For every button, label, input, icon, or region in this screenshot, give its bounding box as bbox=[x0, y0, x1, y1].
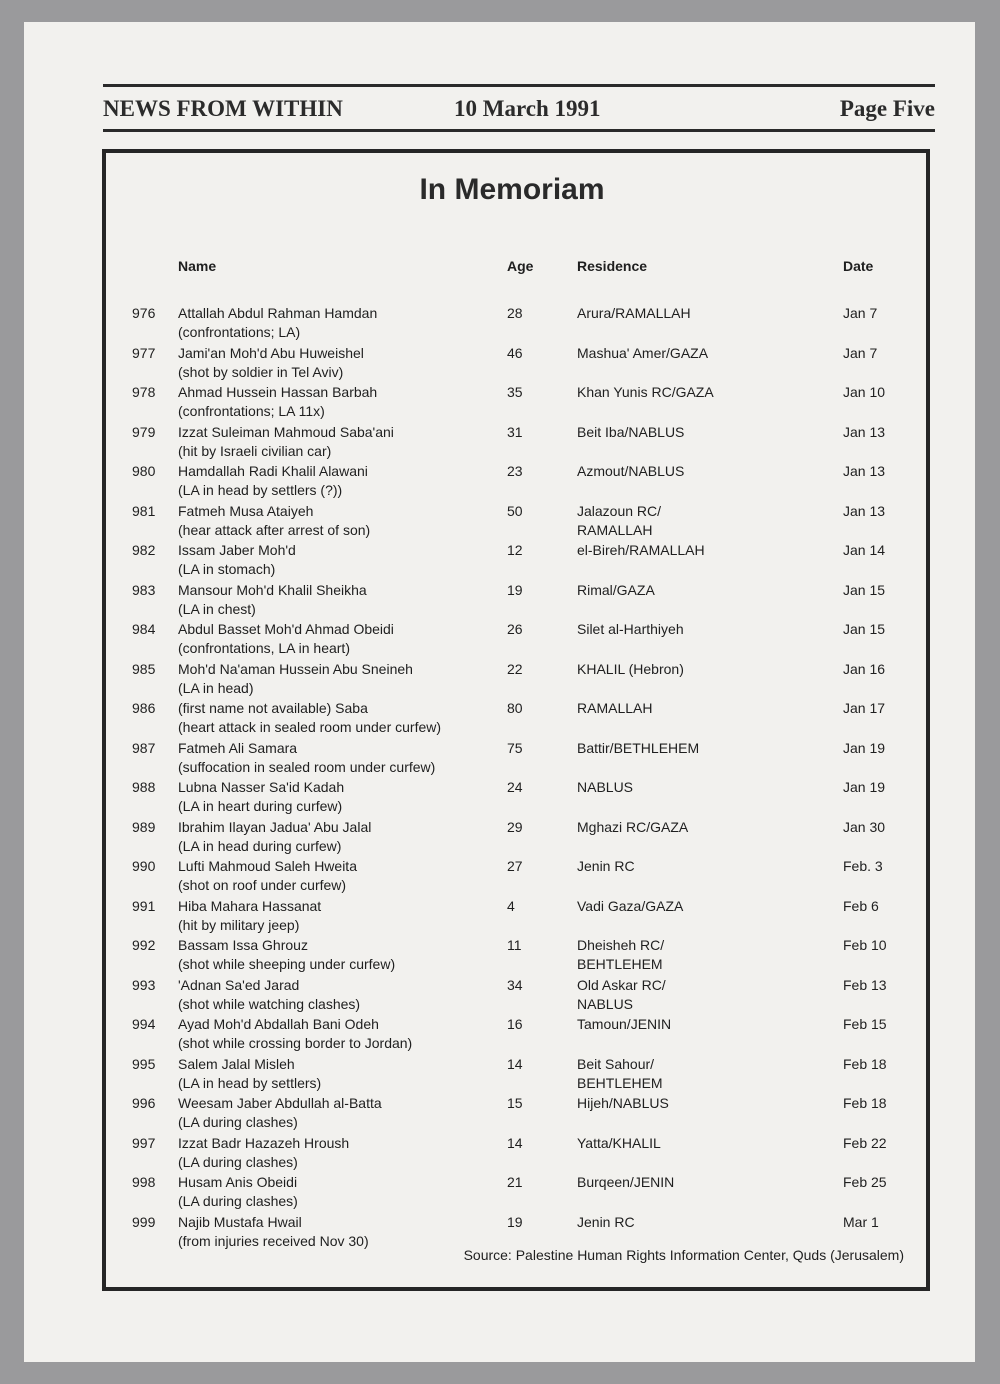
column-header-age: Age bbox=[507, 258, 534, 274]
death-date: Jan 13 bbox=[843, 463, 886, 479]
victim-name: Najib Mustafa Hwail bbox=[178, 1213, 302, 1230]
victim-name: Issam Jaber Moh'd bbox=[178, 542, 296, 558]
residence: Jalazoun RC/ bbox=[577, 502, 662, 519]
victim-age: 35 bbox=[507, 384, 523, 400]
cause-of-death: (shot on roof under curfew) bbox=[178, 877, 347, 893]
victim-name: Ayad Moh'd Abdallah Bani Odeh bbox=[178, 1016, 379, 1032]
residence-line-2: NABLUS bbox=[577, 995, 634, 1012]
victim-name: Lubna Nasser Sa'id Kadah bbox=[178, 779, 345, 795]
victim-age: 19 bbox=[507, 1213, 523, 1230]
entry-number: 984 bbox=[132, 621, 156, 637]
death-date: Jan 17 bbox=[843, 700, 886, 716]
entry-number: 980 bbox=[132, 463, 156, 479]
residence: Burqeen/JENIN bbox=[577, 1174, 675, 1190]
residence: el-Bireh/RAMALLAH bbox=[577, 542, 705, 558]
victim-name: Hiba Mahara Hassanat bbox=[178, 897, 322, 914]
column-header-name: Name bbox=[178, 258, 217, 274]
residence-line-2: BEHTLEHEM bbox=[577, 1074, 663, 1091]
cause-of-death: (from injuries received Nov 30) bbox=[178, 1232, 369, 1249]
death-date: Jan 15 bbox=[843, 581, 886, 598]
death-date: Jan 10 bbox=[843, 384, 886, 400]
table-row bbox=[0, 343, 1000, 383]
cause-of-death: (LA in head during curfew) bbox=[178, 837, 342, 854]
publication-name: NEWS FROM WITHIN bbox=[103, 96, 343, 121]
entry-number: 992 bbox=[132, 937, 156, 953]
victim-age: 12 bbox=[507, 542, 523, 558]
table-row bbox=[0, 1172, 1000, 1212]
entry-number: 993 bbox=[132, 976, 156, 993]
victim-name: Bassam Issa Ghrouz bbox=[178, 937, 308, 953]
table-row bbox=[0, 382, 1000, 422]
residence: Rimal/GAZA bbox=[577, 581, 655, 598]
victim-age: 75 bbox=[507, 739, 523, 756]
victim-name: Fatmeh Ali Samara bbox=[178, 739, 298, 756]
cause-of-death: (hit by military jeep) bbox=[178, 916, 300, 933]
table-row bbox=[0, 1014, 1000, 1054]
victim-name: (first name not available) Saba bbox=[178, 700, 368, 716]
entry-number: 998 bbox=[132, 1174, 156, 1190]
victim-age: 21 bbox=[507, 1174, 523, 1190]
cause-of-death: (shot while sheeping under curfew) bbox=[178, 956, 396, 972]
cause-of-death: (heart attack in sealed room under curfew) bbox=[178, 719, 442, 735]
victim-name: Hamdallah Radi Khalil Alawani bbox=[178, 463, 368, 479]
cause-of-death: (LA in head by settlers (?)) bbox=[178, 482, 343, 498]
death-date: Jan 13 bbox=[843, 423, 886, 440]
cause-of-death: (LA in head) bbox=[178, 679, 254, 696]
victim-name: Salem Jalal Misleh bbox=[178, 1055, 295, 1072]
cause-of-death: (shot while crossing border to Jordan) bbox=[178, 1035, 413, 1051]
death-date: Jan 15 bbox=[843, 621, 886, 637]
entry-number: 976 bbox=[132, 305, 156, 321]
residence: Dheisheh RC/ bbox=[577, 937, 665, 953]
residence: Mghazi RC/GAZA bbox=[577, 818, 689, 835]
death-date: Jan 14 bbox=[843, 542, 886, 558]
residence: Khan Yunis RC/GAZA bbox=[577, 384, 714, 400]
victim-age: 4 bbox=[507, 897, 515, 914]
victim-age: 14 bbox=[507, 1134, 523, 1151]
masthead bbox=[103, 84, 935, 132]
death-date: Feb 10 bbox=[843, 937, 887, 953]
table-row bbox=[0, 1212, 1000, 1252]
page-title: In Memoriam bbox=[419, 173, 605, 206]
table-row bbox=[0, 777, 1000, 817]
death-date: Feb. 3 bbox=[843, 858, 883, 874]
death-date: Jan 16 bbox=[843, 660, 886, 677]
death-date: Feb 13 bbox=[843, 976, 887, 993]
victim-age: 31 bbox=[507, 423, 523, 440]
table-row bbox=[0, 1054, 1000, 1094]
cause-of-death: (LA during clashes) bbox=[178, 1114, 298, 1130]
victim-name: Ibrahim Ilayan Jadua' Abu Jalal bbox=[178, 818, 372, 835]
entry-number: 990 bbox=[132, 858, 156, 874]
residence: Vadi Gaza/GAZA bbox=[577, 897, 684, 914]
residence: Mashua' Amer/GAZA bbox=[577, 344, 709, 361]
entry-number: 997 bbox=[132, 1134, 156, 1151]
residence: RAMALLAH bbox=[577, 700, 653, 716]
victim-age: 11 bbox=[507, 937, 522, 953]
victim-name: Ahmad Hussein Hassan Barbah bbox=[178, 384, 378, 400]
entry-number: 996 bbox=[132, 1095, 156, 1111]
victim-name: Mansour Moh'd Khalil Sheikha bbox=[178, 581, 367, 598]
entry-number: 986 bbox=[132, 700, 156, 716]
table-row bbox=[0, 619, 1000, 659]
entry-number: 977 bbox=[132, 344, 156, 361]
entry-number: 994 bbox=[132, 1016, 156, 1032]
residence-line-2: RAMALLAH bbox=[577, 521, 653, 538]
table-row bbox=[0, 975, 1000, 1015]
cause-of-death: (LA in heart during curfew) bbox=[178, 798, 343, 814]
residence-line-2: BEHTLEHEM bbox=[577, 956, 663, 972]
table-row bbox=[0, 1133, 1000, 1173]
death-date: Feb 25 bbox=[843, 1174, 887, 1190]
death-date: Jan 30 bbox=[843, 818, 886, 835]
victim-name: Attallah Abdul Rahman Hamdan bbox=[178, 305, 378, 321]
entry-number: 991 bbox=[132, 897, 156, 914]
table-row bbox=[0, 580, 1000, 620]
table-row bbox=[0, 659, 1000, 699]
entry-number: 989 bbox=[132, 818, 156, 835]
death-date: Jan 7 bbox=[843, 344, 878, 361]
table-row bbox=[0, 501, 1000, 541]
table-row bbox=[0, 303, 1000, 343]
cause-of-death: (hit by Israeli civilian car) bbox=[178, 442, 332, 459]
victim-age: 50 bbox=[507, 502, 523, 519]
entry-number: 979 bbox=[132, 423, 156, 440]
entry-number: 985 bbox=[132, 660, 156, 677]
entry-number: 983 bbox=[132, 581, 156, 598]
residence: Jenin RC bbox=[577, 1213, 635, 1230]
cause-of-death: (suffocation in sealed room under curfew) bbox=[178, 758, 436, 775]
victim-age: 34 bbox=[507, 976, 523, 993]
column-header-residence: Residence bbox=[577, 258, 648, 274]
death-date: Jan 7 bbox=[843, 305, 878, 321]
cause-of-death: (LA in chest) bbox=[178, 600, 256, 617]
victim-age: 46 bbox=[507, 344, 523, 361]
victim-age: 24 bbox=[507, 779, 523, 795]
cause-of-death: (LA in head by settlers) bbox=[178, 1074, 322, 1091]
victim-name: Weesam Jaber Abdullah al-Batta bbox=[178, 1095, 382, 1111]
table-row bbox=[0, 738, 1000, 778]
victim-name: Lufti Mahmoud Saleh Hweita bbox=[178, 858, 357, 874]
table-row bbox=[0, 1093, 1000, 1133]
table-row bbox=[0, 422, 1000, 462]
victim-age: 19 bbox=[507, 581, 523, 598]
residence: Old Askar RC/ bbox=[577, 976, 666, 993]
death-date: Feb 6 bbox=[843, 897, 879, 914]
residence: Yatta/KHALIL bbox=[577, 1134, 661, 1151]
table-row bbox=[0, 896, 1000, 936]
death-date: Feb 18 bbox=[843, 1095, 887, 1111]
victim-age: 28 bbox=[507, 305, 523, 321]
victim-name: Moh'd Na'aman Hussein Abu Sneineh bbox=[178, 660, 413, 677]
entry-number: 988 bbox=[132, 779, 156, 795]
victim-name: Husam Anis Obeidi bbox=[178, 1174, 298, 1190]
residence: Tamoun/JENIN bbox=[577, 1016, 672, 1032]
victim-age: 16 bbox=[507, 1016, 523, 1032]
victim-age: 27 bbox=[507, 858, 523, 874]
table-row bbox=[0, 461, 1000, 501]
entry-number: 995 bbox=[132, 1055, 156, 1072]
victim-age: 22 bbox=[507, 660, 523, 677]
residence: KHALIL (Hebron) bbox=[577, 660, 684, 677]
cause-of-death: (confrontations, LA in heart) bbox=[178, 640, 350, 656]
victim-name: Abdul Basset Moh'd Ahmad Obeidi bbox=[178, 621, 394, 637]
victim-age: 14 bbox=[507, 1055, 523, 1072]
table-row bbox=[0, 817, 1000, 857]
residence: Battir/BETHLEHEM bbox=[577, 739, 700, 756]
victim-age: 29 bbox=[507, 818, 523, 835]
cause-of-death: (LA during clashes) bbox=[178, 1153, 298, 1170]
death-date: Jan 19 bbox=[843, 739, 886, 756]
residence: Hijeh/NABLUS bbox=[577, 1095, 669, 1111]
victim-age: 23 bbox=[507, 463, 523, 479]
table-row bbox=[0, 540, 1000, 580]
entry-number: 987 bbox=[132, 739, 156, 756]
death-date: Mar 1 bbox=[843, 1213, 879, 1230]
table-row bbox=[0, 856, 1000, 896]
victim-age: 26 bbox=[507, 621, 523, 637]
death-date: Feb 18 bbox=[843, 1055, 887, 1072]
entry-number: 999 bbox=[132, 1213, 156, 1230]
victim-name: 'Adnan Sa'ed Jarad bbox=[178, 976, 300, 993]
table-row bbox=[0, 935, 1000, 975]
victim-name: Izzat Suleiman Mahmoud Saba'ani bbox=[178, 423, 394, 440]
residence: NABLUS bbox=[577, 779, 634, 795]
victim-name: Fatmeh Musa Ataiyeh bbox=[178, 502, 314, 519]
entry-number: 978 bbox=[132, 384, 156, 400]
page-number: Page Five bbox=[839, 96, 935, 121]
issue-date: 10 March 1991 bbox=[454, 96, 601, 121]
death-date: Feb 22 bbox=[843, 1134, 887, 1151]
cause-of-death: (confrontations; LA 11x) bbox=[178, 403, 325, 419]
column-header-date: Date bbox=[843, 258, 874, 274]
residence: Beit Sahour/ bbox=[577, 1055, 655, 1072]
residence: Silet al-Harthiyeh bbox=[577, 621, 684, 637]
source-citation: Source: Palestine Human Rights Information Center, Quds (Jerusalem) bbox=[463, 1247, 904, 1263]
cause-of-death: (hear attack after arrest of son) bbox=[178, 521, 371, 538]
victim-name: Izzat Badr Hazazeh Hroush bbox=[178, 1134, 350, 1151]
cause-of-death: (shot while watching clashes) bbox=[178, 995, 361, 1012]
cause-of-death: (LA during clashes) bbox=[178, 1193, 298, 1209]
entry-number: 982 bbox=[132, 542, 156, 558]
victim-age: 80 bbox=[507, 700, 523, 716]
residence: Beit Iba/NABLUS bbox=[577, 423, 685, 440]
cause-of-death: (LA in stomach) bbox=[178, 561, 276, 577]
entry-number: 981 bbox=[132, 502, 156, 519]
victim-age: 15 bbox=[507, 1095, 523, 1111]
death-date: Jan 13 bbox=[843, 502, 886, 519]
residence: Jenin RC bbox=[577, 858, 635, 874]
residence: Arura/RAMALLAH bbox=[577, 305, 691, 321]
death-date: Feb 15 bbox=[843, 1016, 887, 1032]
table-row bbox=[0, 698, 1000, 738]
residence: Azmout/NABLUS bbox=[577, 463, 685, 479]
victim-name: Jami'an Moh'd Abu Huweishel bbox=[178, 344, 364, 361]
death-date: Jan 19 bbox=[843, 779, 886, 795]
cause-of-death: (confrontations; LA) bbox=[178, 324, 301, 340]
cause-of-death: (shot by soldier in Tel Aviv) bbox=[178, 363, 344, 380]
